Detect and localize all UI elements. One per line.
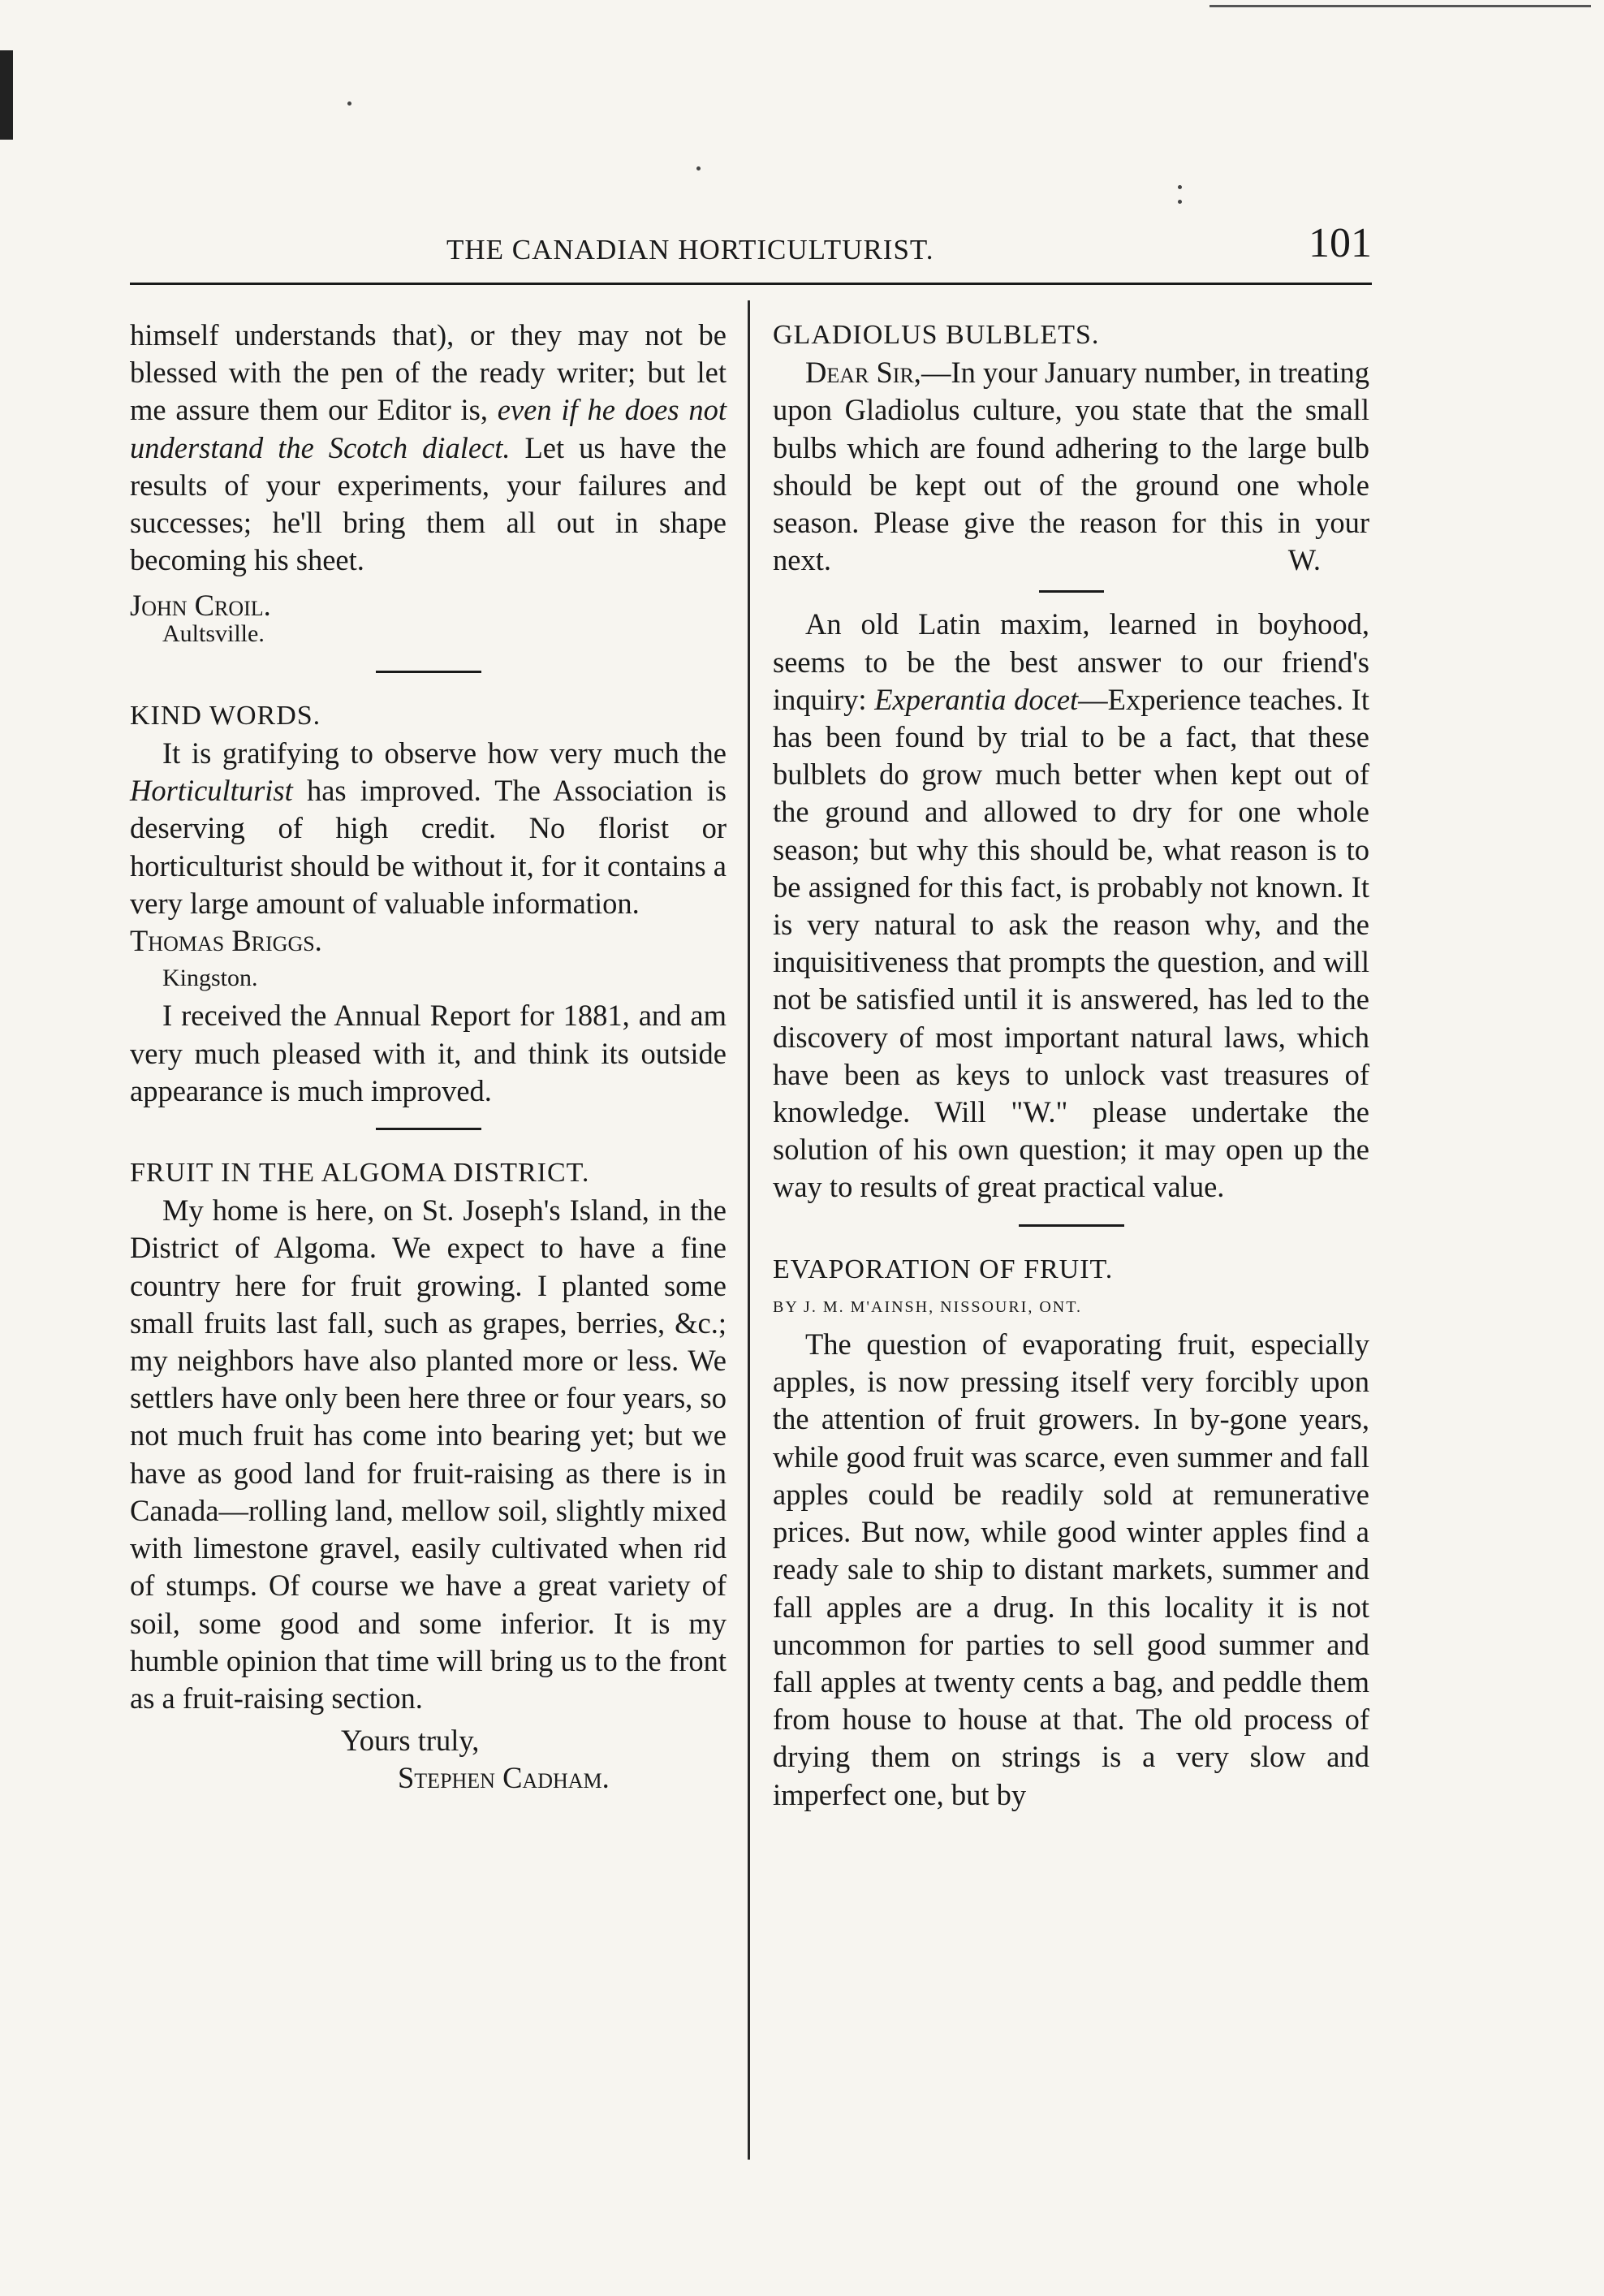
column-divider — [748, 300, 750, 2160]
salutation: Dear Sir, — [805, 356, 921, 390]
reply-text: An old Latin maxim, learned in boyhood, seems to be the best answer to our friend's inquiry: — [773, 607, 1369, 716]
kind-words-text-end: has improved. The Association is deserving of high credit. No florist or horticulturist should be without it, for it contains a very large amount of valuable information. — [130, 774, 727, 920]
continued-text-end: Let us have the results of your experiments, your failures and successes; he'll bring them all out in shape becoming his sheet. — [130, 430, 727, 577]
signature-stephen-cadham: Stephen Cadham. — [398, 1761, 610, 1795]
left-column — [130, 317, 727, 1798]
section-separator — [1019, 1224, 1124, 1227]
continued-paragraph — [130, 317, 727, 579]
right-column — [773, 317, 1369, 1814]
section-separator — [376, 1128, 481, 1130]
signature-john-croil: John Croil. — [130, 589, 271, 623]
place-aultsville: Aultsville. — [162, 619, 265, 647]
signature-thomas-briggs: Thomas Briggs. — [130, 924, 322, 958]
page-number: 101 — [1309, 220, 1372, 266]
kind-words-italic: Horticulturist — [130, 774, 293, 808]
scan-top-rule — [1209, 5, 1591, 7]
scan-speck — [696, 166, 701, 170]
kind-words-text: It is gratifying to observe how very much the — [162, 736, 727, 770]
gladiolus-letter-text: —In your January number, in treating upon Gladiolus culture, you state that the small bulbs which are found adhering to the large bulb should be kept out of the ground one whole season. Please give the reason for this in your next. — [773, 356, 1369, 577]
byline: BY J. M. M'AINSH, NISSOURI, ONT. — [773, 1297, 1082, 1316]
page-header — [130, 219, 1372, 276]
scan-speck — [1178, 200, 1182, 204]
scan-edge-mark — [0, 50, 13, 140]
closing-yours-truly: Yours truly, — [341, 1724, 480, 1758]
reply-text-end: —Experience teaches. It has been found by trial to be a fact, that these bulblets do grow much better when kept out of the ground and allowed to dry for one whole season; but why this should be, what reason is to be assigned for this fact, is probably not known. It is very natural to ask the reason why, and the inquisitiveness that prompts the question, and will not be satisfied until it is answered, has led to the discovery of most important natural laws, which have been as keys to unlock vast treasures of knowledge. Will "W." please undertake the solution of his own question; it may open up the way to results of great practical value. — [773, 682, 1369, 1204]
heading-evaporation: EVAPORATION OF FRUIT. — [773, 1254, 1114, 1284]
evaporation-paragraph: The question of evaporating fruit, especially apples, is now pressing itself very forcibly upon the attention of fruit growers. In by-gone years, while good fruit was scarce, even summer and fall apples could be readily sold at remunerative prices. But now, while good winter apples find a ready sale to ship to distant markets, summer and fall apples are a drug. In this locality it is not uncommon for parties to sell good summer and fall apples at twenty cents a bag, and peddle them from house to house at that. The old process of drying them on strings is a very slow and imperfect one, but by — [773, 1327, 1369, 1811]
heading-algoma: FRUIT IN THE ALGOMA DISTRICT. — [130, 1158, 590, 1189]
algoma-paragraph: My home is here, on St. Joseph's Island, in the District of Algoma. We expect to have a fine country here for fruit growing. I planted some small fruits last fall, such as grapes, berries, &c.; my neighbors have also planted more or less. We settlers have only been here three or four years, so not much fruit has come into bearing yet; but we have as good land for fruit-raising as there is in Canada—rolling land, mellow soil, slightly mixed with limestone gravel, easily cultivated when rid of stumps. Of course we have a great variety of soil, some good and some inferior. It is my humble opinion that time will bring us to the front as a fruit-raising section. — [130, 1193, 727, 1715]
running-title: THE CANADIAN HORTICULTURIST. — [446, 234, 934, 265]
gladiolus-reply — [773, 606, 1369, 1206]
reply-italic: Experantia docet — [874, 682, 1079, 716]
heading-gladiolus: GLADIOLUS BULBLETS. — [773, 320, 1100, 350]
heading-kind-words: KIND WORDS. — [130, 700, 321, 731]
header-rule — [130, 283, 1372, 285]
signature-w: W. — [1287, 543, 1321, 577]
section-separator — [376, 671, 481, 673]
gladiolus-letter — [773, 354, 1369, 579]
continued-text: himself understands that), or they may not be blessed with the pen of the ready writer; but let me assure them our Editor is, — [130, 318, 727, 427]
annual-report-paragraph: I received the Annual Report for 1881, and am very much pleased with it, and think its outside appearance is much improved. — [130, 999, 727, 1107]
scan-speck — [1178, 185, 1182, 189]
place-kingston: Kingston. — [162, 965, 258, 992]
scan-speck — [347, 101, 351, 106]
section-separator — [1039, 590, 1104, 593]
kind-words-paragraph — [130, 735, 727, 922]
continued-text-italic: even if he does not understand the Scotch dialect. — [130, 393, 727, 464]
